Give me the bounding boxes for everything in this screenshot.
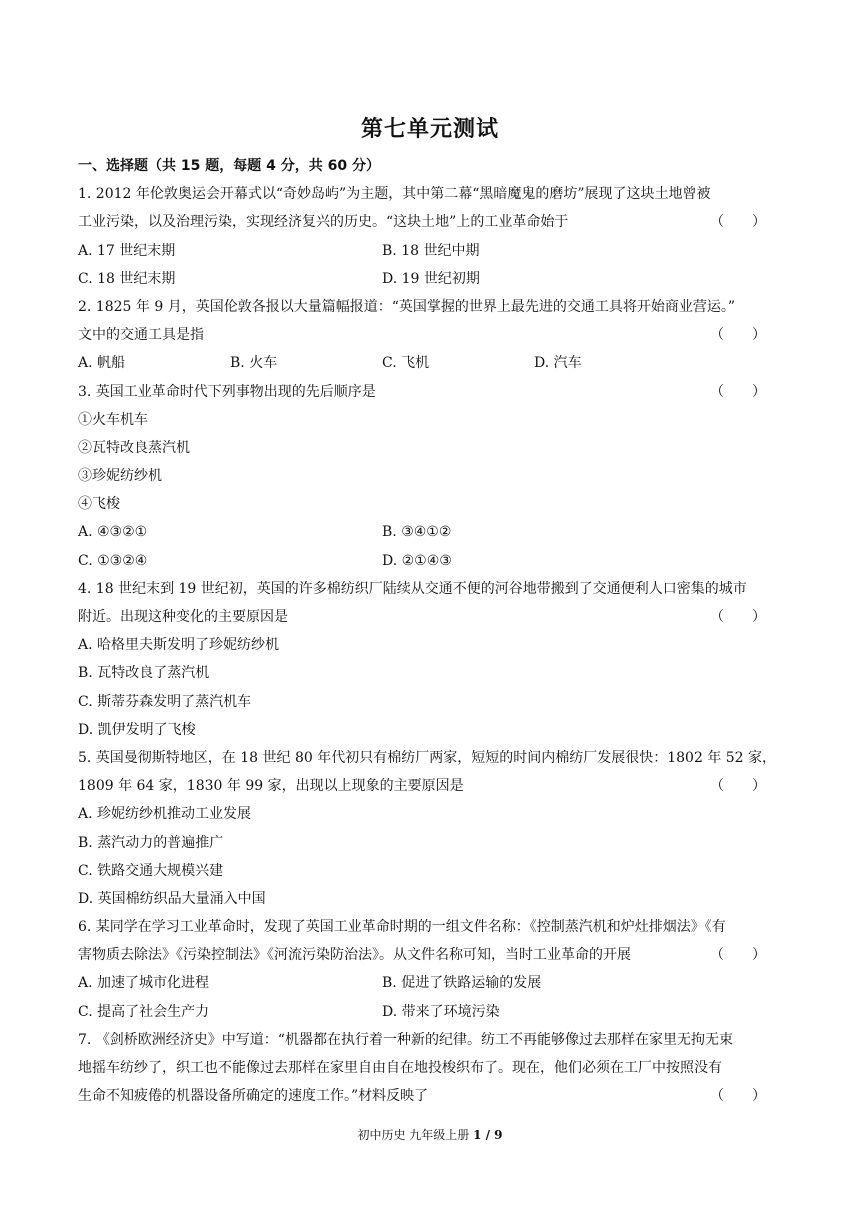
question-5-line-2 [78,772,778,800]
question-2-line-1: 2. 1825 年 9 月，英国伦敦各报以大量篇幅报道：“英国掌握的世界上最先进的交通工具将开始商业营运。” [78,298,736,315]
question-1-line-2 [78,208,778,236]
option-c: C. ①③②④ [78,552,148,569]
option-b: B. 火车 [230,355,278,372]
question-7-line-3 [78,1082,778,1110]
option-b: B. ③④①② [382,524,452,541]
question-7-line-1: 7. 《剑桥欧洲经济史》中写道：“机器都在执行着一种新的纪律。纺工不再能够像过去那样在家里无拘无束 [78,1031,733,1048]
question-3-options-cd [78,547,778,575]
option-c: C. 飞机 [382,355,430,372]
question-4-option-a: A. 哈格里夫斯发明了珍妮纺纱机 [78,637,280,654]
question-3-line-1 [78,378,778,406]
question-1-line-1: 1. 2012 年伦敦奥运会开幕式以“奇妙岛屿”为主题，其中第二幕“黑暗魔鬼的磨坊”展现了这块土地曾被 [78,186,711,203]
question-3-item-4: ④飞梭 [78,496,120,513]
question-1-options-ab [78,237,778,265]
option-d: D. ②①④③ [382,552,452,569]
answer-blank: （ ） [710,327,766,344]
question-3-item-1: ①火车机车 [78,411,148,428]
option-a: A. ④③②① [78,524,148,541]
question-6-line-2 [78,941,778,969]
question-2-options [78,349,778,377]
question-5-line-1: 5. 英国曼彻斯特地区，在 18 世纪 80 年代初只有棉纺厂两家，短短的时间内棉纺厂发展很快：1802 年 52 家， [78,749,777,766]
question-6-line-1: 6. 某同学在学习工业革命时，发现了英国工业革命时期的一组文件名称：《控制蒸汽机和炉灶排烟法》《有 [78,919,726,936]
page-footer [0,1126,860,1143]
question-4-line-2 [78,603,778,631]
page-number: 1 / 9 [473,1128,503,1142]
question-5-option-a: A. 珍妮纺纱机推动工业发展 [78,806,252,823]
option-a: A. 17 世纪末期 [78,242,176,259]
question-3-text: 3. 英国工业革命时代下列事物出现的先后顺序是 [78,383,376,400]
option-d: D. 带来了环境污染 [382,1003,500,1020]
question-4-line-1: 4. 18 世纪末到 19 世纪初，英国的许多棉纺织厂陆续从交通不便的河谷地带搬到了交通便利人口密集的城市 [78,580,747,597]
answer-blank: （ ） [710,778,766,795]
question-4-text: 附近。出现这种变化的主要原因是 [78,609,288,625]
option-a: A. 加速了城市化进程 [78,975,210,992]
answer-blank: （ ） [710,609,766,625]
answer-blank: （ ） [710,214,766,231]
option-a: A. 帆船 [78,355,126,372]
section-heading: 一、选择题（共 15 题，每题 4 分，共 60 分） [78,158,380,174]
question-list [78,152,778,1110]
question-6-options-ab [78,969,778,997]
question-3-item-3: ③珍妮纺纱机 [78,468,162,485]
question-5-option-c: C. 铁路交通大规模兴建 [78,862,224,879]
question-6-text: 害物质去除法》《污染控制法》《河流污染防治法》。从文件名称可知，当时工业革命的开展 [78,947,631,964]
question-3-options-ab [78,518,778,546]
option-b: B. 18 世纪中期 [382,242,480,259]
page-title: 第七单元测试 [360,117,499,142]
question-7-line-2: 地摇车纺纱了，织工也不能像过去那样在家里自由自在地投梭织布了。现在，他们必须在工厂中按照没有 [78,1060,722,1076]
question-4-option-d: D. 凯伊发明了飞梭 [78,721,196,738]
question-1-text: 工业污染，以及治理污染，实现经济复兴的历史。“这块土地”上的工业革命始于 [78,214,569,231]
option-d: D. 汽车 [534,355,582,372]
question-2-text: 文中的交通工具是指 [78,327,204,344]
option-d: D. 19 世纪初期 [382,270,480,287]
option-b: B. 促进了铁路运输的发展 [382,975,542,992]
option-c: C. 提高了社会生产力 [78,1003,210,1020]
question-3-item-2: ②瓦特改良蒸汽机 [78,439,190,456]
question-2-line-2 [78,321,778,349]
question-4-option-c: C. 斯蒂芬森发明了蒸汽机车 [78,693,252,710]
question-6-options-cd [78,998,778,1026]
question-5-text: 1809 年 64 家，1830 年 99 家，出现以上现象的主要原因是 [78,778,464,795]
answer-blank: （ ） [710,1088,766,1105]
question-1-options-cd [78,265,778,293]
question-5-option-d: D. 英国棉纺织品大量涌入中国 [78,890,266,907]
question-7-text: 生命不知疲倦的机器设备所确定的速度工作。”材料反映了 [78,1088,429,1105]
question-5-option-b: B. 蒸汽动力的普遍推广 [78,834,224,851]
question-4-option-b: B. 瓦特改良了蒸汽机 [78,665,210,682]
answer-blank: （ ） [710,383,766,400]
answer-blank: （ ） [710,947,766,964]
footer-text: 初中历史 九年级上册 [357,1128,474,1142]
option-c: C. 18 世纪末期 [78,270,176,287]
